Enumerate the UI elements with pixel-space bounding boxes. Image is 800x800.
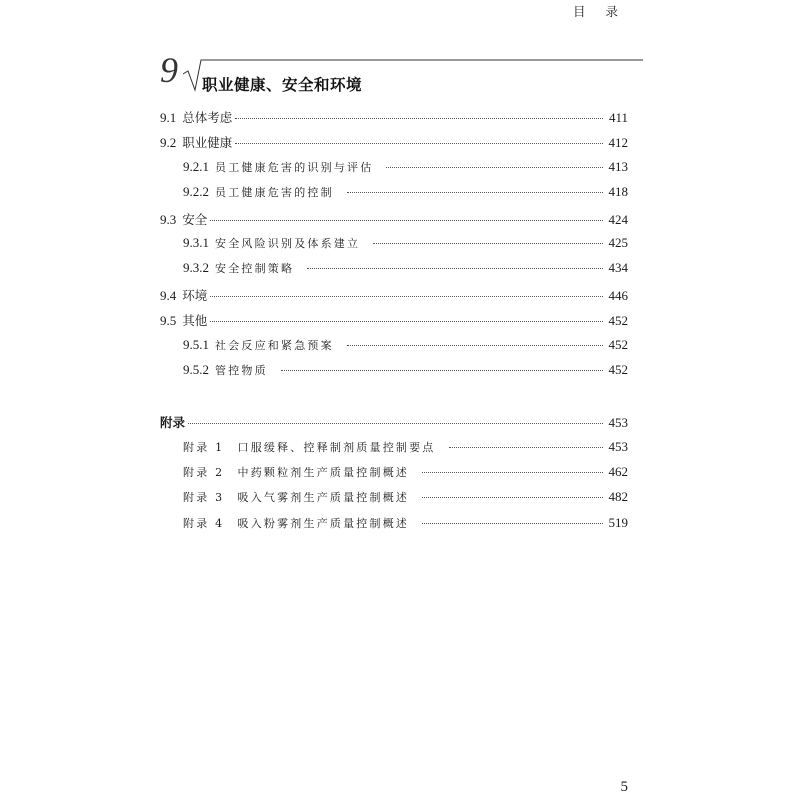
- toc-entry-9-2[interactable]: [160, 133, 628, 158]
- section-title: 其他: [182, 313, 208, 329]
- toc-entry-appendix-1[interactable]: [160, 439, 628, 464]
- page-ref: 434: [608, 260, 628, 276]
- page-ref: 411: [608, 110, 628, 125]
- section-number: 9.3.2: [183, 260, 209, 276]
- section-title: 职业健康: [182, 135, 233, 151]
- appendix-title: 附录 2 中药颗粒剂生产质量控制概述: [183, 466, 410, 480]
- section-title: 环境: [182, 287, 208, 303]
- section-number: 9.1: [160, 110, 177, 125]
- page-ref: 446: [608, 287, 628, 303]
- dot-leader: [210, 295, 603, 297]
- dot-leader: [281, 369, 603, 371]
- section-gap: [160, 387, 628, 413]
- section-number: 9.2.2: [183, 184, 209, 200]
- section-title: 安全: [182, 211, 208, 227]
- table-of-contents: [160, 108, 628, 540]
- page-ref: 452: [608, 313, 628, 329]
- section-number: 9.3: [160, 211, 177, 227]
- page-ref: 453: [608, 438, 628, 454]
- appendix-title: 附录 3 吸入气雾剂生产质量控制概述: [183, 491, 410, 505]
- section-title: 总体考虑: [182, 110, 233, 125]
- section-title: 安全风险识别及体系建立: [215, 236, 361, 250]
- section-number: 9.4: [160, 287, 177, 303]
- dot-leader: [422, 471, 603, 473]
- toc-entry-appendix-3[interactable]: [160, 489, 628, 514]
- page-ref: 425: [608, 234, 628, 250]
- section-title: 管控物质: [215, 363, 268, 377]
- section-number: 9.3.1: [183, 234, 209, 250]
- section-number: 9.5.2: [183, 361, 209, 377]
- appendix-title: 附录 4 吸入粉雾剂生产质量控制概述: [183, 516, 410, 530]
- page-ref: 418: [608, 184, 628, 200]
- toc-entry-9-5-1[interactable]: [160, 337, 628, 362]
- page-ref: 412: [608, 135, 628, 151]
- appendix-heading: 附录: [160, 415, 186, 431]
- section-number: 9.5: [160, 313, 177, 329]
- toc-entry-9-3-1[interactable]: [160, 235, 628, 260]
- appendix-title: 附录 1 口服缓释、控释制剂质量控制要点: [183, 440, 436, 454]
- page-ref: 424: [608, 211, 628, 227]
- chapter-title: 职业健康、安全和环境: [202, 76, 363, 94]
- dot-leader: [422, 496, 603, 498]
- page-ref: 519: [608, 514, 628, 530]
- toc-entry-appendix[interactable]: [160, 413, 628, 438]
- toc-entry-9-5[interactable]: [160, 311, 628, 336]
- dot-leader: [422, 522, 603, 524]
- section-number: 9.5.1: [183, 336, 209, 352]
- dot-leader: [347, 191, 603, 193]
- toc-entry-9-3-2[interactable]: [160, 260, 628, 285]
- toc-entry-9-5-2[interactable]: [160, 362, 628, 387]
- page-number: 5: [620, 779, 628, 795]
- toc-entry-9-2-2[interactable]: [160, 184, 628, 209]
- page-ref: 453: [608, 415, 628, 431]
- section-title: 社会反应和紧急预案: [215, 338, 334, 352]
- dot-leader: [235, 142, 603, 144]
- chapter-number: 9: [160, 50, 178, 90]
- dot-leader: [347, 344, 603, 346]
- section-title: 员工健康危害的控制: [215, 186, 334, 200]
- toc-entry-9-4[interactable]: [160, 286, 628, 311]
- toc-entry-appendix-4[interactable]: [160, 515, 628, 540]
- dot-leader: [210, 320, 603, 322]
- dot-leader: [449, 446, 604, 448]
- toc-entry-9-1[interactable]: [160, 108, 628, 133]
- page-ref: 413: [608, 158, 628, 174]
- page-ref: 452: [608, 361, 628, 377]
- running-head: 目 录: [573, 4, 626, 19]
- dot-leader: [188, 422, 603, 424]
- section-number: 9.2: [160, 135, 177, 151]
- section-number: 9.2.1: [183, 158, 209, 174]
- section-title: 安全控制策略: [215, 262, 295, 276]
- page-ref: 462: [608, 464, 628, 480]
- dot-leader: [210, 219, 603, 221]
- dot-leader: [386, 166, 603, 168]
- dot-leader: [235, 117, 603, 119]
- dot-leader: [307, 267, 603, 269]
- page-ref: 452: [608, 336, 628, 352]
- dot-leader: [373, 242, 603, 244]
- chapter-heading: [160, 50, 640, 94]
- section-title: 员工健康危害的识别与评估: [215, 160, 374, 174]
- toc-entry-9-2-1[interactable]: [160, 159, 628, 184]
- toc-entry-9-3[interactable]: [160, 210, 628, 235]
- page-ref: 482: [608, 489, 628, 505]
- toc-entry-appendix-2[interactable]: [160, 464, 628, 489]
